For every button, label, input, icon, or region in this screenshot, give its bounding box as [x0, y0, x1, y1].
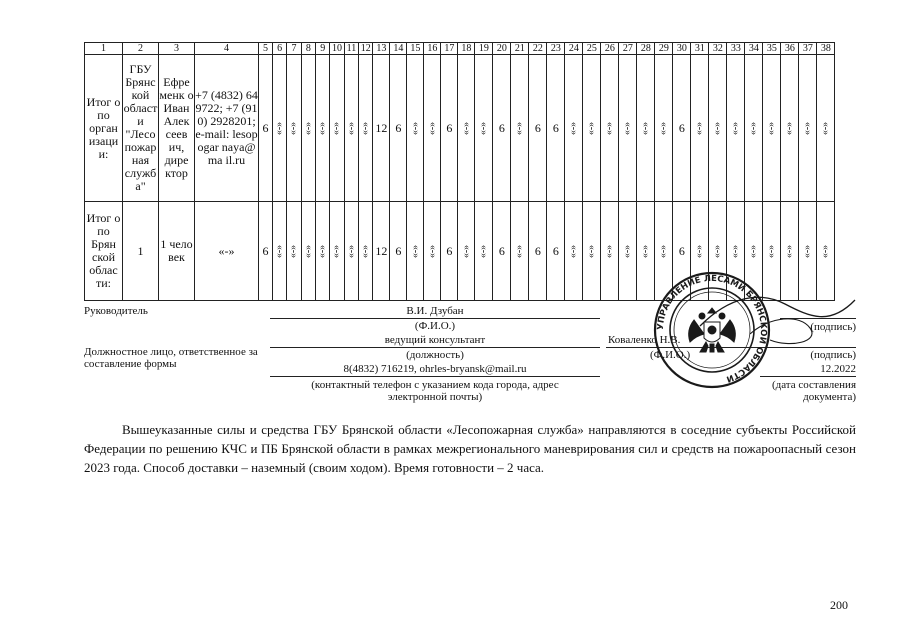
resource-value-cell: [424, 202, 441, 301]
resource-value-cell: [601, 55, 619, 202]
column-number-cell: 25: [583, 43, 601, 55]
column-number-cell: 31: [691, 43, 709, 55]
resource-value: «-»: [622, 121, 634, 136]
signature-caption: (подпись): [810, 321, 856, 333]
resource-value: «-»: [766, 244, 778, 259]
column-number-cell: 22: [529, 43, 547, 55]
resource-value: «-»: [748, 121, 760, 136]
column-number-cell: 36: [781, 43, 799, 55]
column-number-cell: 16: [424, 43, 441, 55]
responsible-label: Должностное лицо, ответственное за составление формы: [84, 346, 258, 370]
column-number-cell: 15: [407, 43, 424, 55]
resource-value-cell: [458, 202, 475, 301]
row-label-cell: Итог о по Брян ской облас ти:: [85, 202, 123, 301]
resource-value-cell: [390, 202, 407, 301]
resource-value: «-»: [784, 244, 796, 259]
resource-value: 6: [395, 243, 402, 258]
column-number-cell: 1: [85, 43, 123, 55]
column-number-cell: 5: [259, 43, 273, 55]
column-number-cell: 10: [330, 43, 344, 55]
resource-value: «-»: [274, 244, 286, 259]
column-number-cell: 24: [565, 43, 583, 55]
resource-value: 6: [446, 120, 453, 135]
resource-value: 6: [498, 243, 505, 258]
column-number-cell: 35: [763, 43, 781, 55]
resource-value: «-»: [694, 121, 706, 136]
note-paragraph: Вышеуказанные силы и средства ГБУ Брянской области «Лесопожарная служба» направляются в соседние субъекты Российской Федерации по решению КЧС и ПБ Брянской области в рамках межрегионального маневрирования сил и средств на пожароопасный сезон 2023 года. Способ доставки – наземный (своим ходом). Время готовности – 2 часа.: [84, 422, 856, 475]
resource-value: «-»: [360, 121, 372, 136]
resource-value-cell: [565, 55, 583, 202]
position-line: [270, 347, 600, 348]
resource-value: «-»: [586, 244, 598, 259]
resource-value-cell: [273, 55, 287, 202]
resource-value-cell: [727, 55, 745, 202]
date-caption: (дата составления документа): [771, 379, 856, 403]
resource-value-cell: [583, 202, 601, 301]
column-number-row: [85, 43, 835, 55]
resource-value: «-»: [317, 244, 329, 259]
resource-value-cell: [547, 55, 565, 202]
resource-value: 12: [375, 243, 388, 258]
resource-value-cell: [493, 202, 511, 301]
organization-total-row: [85, 55, 835, 202]
resource-value: 6: [678, 120, 685, 135]
column-number-cell: 33: [727, 43, 745, 55]
resource-value: «-»: [360, 244, 372, 259]
column-number-cell: 29: [655, 43, 673, 55]
resource-value: «-»: [784, 121, 796, 136]
column-number-cell: 6: [273, 43, 287, 55]
resource-value-cell: [511, 202, 529, 301]
column-number-cell: 13: [373, 43, 390, 55]
resource-value: «-»: [288, 121, 300, 136]
resource-value: «-»: [514, 121, 526, 136]
column-number-cell: 12: [359, 43, 373, 55]
resource-value-cell: [619, 202, 637, 301]
column-number-cell: 34: [745, 43, 763, 55]
resource-value: «-»: [766, 121, 778, 136]
resource-value-cell: [691, 55, 709, 202]
resource-value: «-»: [568, 121, 580, 136]
resource-value-cell: [259, 202, 273, 301]
resource-value: «-»: [331, 121, 343, 136]
resource-value: «-»: [274, 121, 286, 136]
signature-caption-2: (подпись): [810, 349, 856, 361]
resource-value-cell: [763, 55, 781, 202]
resource-value: «-»: [460, 244, 472, 259]
resource-value: 6: [498, 120, 505, 135]
resource-value-cell: [655, 55, 673, 202]
handwritten-signature-icon: [690, 286, 860, 356]
resource-value-cell: [330, 55, 344, 202]
resource-value: «-»: [568, 244, 580, 259]
resource-value: «-»: [748, 244, 760, 259]
resource-value: «-»: [730, 121, 742, 136]
resource-value-cell: [407, 55, 424, 202]
resource-value: «-»: [478, 121, 490, 136]
resource-value: «-»: [802, 121, 814, 136]
head-name-line: [270, 318, 600, 319]
resource-value: «-»: [604, 244, 616, 259]
resource-value: 6: [534, 120, 541, 135]
resource-value: 6: [552, 243, 559, 258]
resource-value-cell: [441, 202, 458, 301]
resource-value: 6: [262, 243, 269, 258]
resource-value: «-»: [302, 244, 314, 259]
resource-value: «-»: [730, 244, 742, 259]
resource-value: «-»: [345, 121, 357, 136]
resource-value-cell: [619, 55, 637, 202]
resource-value-cell: [424, 55, 441, 202]
column-number-cell: 7: [287, 43, 301, 55]
resource-value: «-»: [694, 244, 706, 259]
resource-value-cell: [344, 55, 358, 202]
resource-value-cell: [373, 55, 390, 202]
resource-value-cell: [673, 55, 691, 202]
resource-value: «-»: [345, 244, 357, 259]
resource-value: «-»: [426, 121, 438, 136]
resource-value: «-»: [658, 244, 670, 259]
resource-value-cell: [583, 55, 601, 202]
resource-value-cell: [458, 55, 475, 202]
date-line: [760, 376, 856, 377]
column-number-cell: 27: [619, 43, 637, 55]
resource-value: «-»: [426, 244, 438, 259]
column-number-cell: 3: [159, 43, 195, 55]
contact-line: [270, 376, 600, 377]
responsible-name: Коваленко Н.В.: [608, 334, 681, 346]
resource-value: «-»: [640, 244, 652, 259]
resource-value: «-»: [658, 121, 670, 136]
resource-value: «-»: [460, 121, 472, 136]
resource-value-cell: [373, 202, 390, 301]
resource-value-cell: [709, 55, 727, 202]
resource-value-cell: [637, 55, 655, 202]
resource-value-cell: [359, 55, 373, 202]
resource-value: «-»: [820, 121, 832, 136]
resource-value: 12: [375, 120, 388, 135]
resource-value-cell: [529, 55, 547, 202]
resource-value: 6: [395, 120, 402, 135]
resource-value-cell: [259, 55, 273, 202]
resource-value-cell: [817, 55, 835, 202]
resource-value: «-»: [331, 244, 343, 259]
resource-value-cell: [493, 55, 511, 202]
column-number-cell: 37: [799, 43, 817, 55]
seal-ring-text: УПРАВЛЕНИЕ ЛЕСАМИ БРЯНСКОЙ ОБЛАСТИ: [655, 273, 769, 384]
column-number-cell: 38: [817, 43, 835, 55]
resource-value-cell: [287, 55, 301, 202]
responsible-person-cell: Ефре менк о Иван Алек сеев ич, дире ктор: [159, 55, 195, 202]
resource-value-cell: [330, 202, 344, 301]
column-number-cell: 19: [475, 43, 493, 55]
resource-value-cell: [799, 55, 817, 202]
person-count-cell: 1 чело век: [159, 202, 195, 301]
head-name: В.И. Дзубан: [406, 305, 464, 317]
contact-caption: (контактный телефон с указанием кода города, адрес электронной почты): [311, 379, 559, 403]
position-value: ведущий консультант: [384, 334, 486, 346]
organization-count-cell: 1: [123, 202, 159, 301]
resource-value: «-»: [586, 121, 598, 136]
resource-value-cell: [511, 55, 529, 202]
resource-value-cell: [475, 55, 493, 202]
fio-caption: (Ф.И.О.): [414, 320, 456, 332]
resource-value-cell: [565, 202, 583, 301]
resource-value: «-»: [409, 121, 421, 136]
resource-value: «-»: [288, 244, 300, 259]
column-number-cell: 28: [637, 43, 655, 55]
resource-value: «-»: [802, 244, 814, 259]
resource-value-cell: [441, 55, 458, 202]
resource-value: «-»: [640, 121, 652, 136]
resource-value: 6: [446, 243, 453, 258]
position-caption: (должность): [406, 349, 464, 361]
contacts-cell: +7 (4832) 649722; +7 (910) 2928201; e-mail: lesopogar naya@ma il.ru: [195, 55, 259, 202]
contact-value: 8(4832) 716219, ohrles-bryansk@mail.ru: [343, 363, 527, 375]
resource-value: 6: [678, 243, 685, 258]
organization-cell: ГБУ Брянс кой област и "Лесо пожар ная служб а": [123, 55, 159, 202]
resource-value: «-»: [478, 244, 490, 259]
resource-value-cell: [287, 202, 301, 301]
column-number-cell: 21: [511, 43, 529, 55]
resource-value-cell: [273, 202, 287, 301]
resource-value: «-»: [622, 244, 634, 259]
column-number-cell: 20: [493, 43, 511, 55]
resource-value-cell: [316, 55, 330, 202]
row-label-cell: Итог о по орган изаци и:: [85, 55, 123, 202]
resource-value: «-»: [712, 244, 724, 259]
column-number-cell: 26: [601, 43, 619, 55]
resource-value: 6: [262, 120, 269, 135]
resource-value-cell: [781, 55, 799, 202]
resource-value: «-»: [604, 121, 616, 136]
column-number-cell: 23: [547, 43, 565, 55]
resource-value-cell: [601, 202, 619, 301]
resource-value-cell: [316, 202, 330, 301]
resource-value-cell: [407, 202, 424, 301]
resource-value: 6: [534, 243, 541, 258]
resource-value-cell: [547, 202, 565, 301]
resource-value-cell: [301, 55, 315, 202]
resource-value-cell: [359, 202, 373, 301]
column-number-cell: 17: [441, 43, 458, 55]
resource-value-cell: [390, 55, 407, 202]
column-number-cell: 30: [673, 43, 691, 55]
column-number-cell: 2: [123, 43, 159, 55]
column-number-cell: 32: [709, 43, 727, 55]
resource-value: «-»: [712, 121, 724, 136]
resource-value-cell: [529, 202, 547, 301]
column-number-cell: 8: [301, 43, 315, 55]
resources-table: [84, 42, 835, 301]
date-value: 12.2022: [820, 363, 856, 375]
column-number-cell: 14: [390, 43, 407, 55]
resource-value-cell: [344, 202, 358, 301]
resource-value-cell: [301, 202, 315, 301]
resource-value: 6: [552, 120, 559, 135]
head-label: Руководитель: [84, 305, 148, 317]
resource-value: «-»: [409, 244, 421, 259]
resource-value: «-»: [317, 121, 329, 136]
resource-value: «-»: [820, 244, 832, 259]
column-number-cell: 4: [195, 43, 259, 55]
page-number: 200: [830, 598, 848, 612]
fio-caption-2: (Ф.И.О.): [650, 349, 691, 361]
column-number-cell: 18: [458, 43, 475, 55]
column-number-cell: 11: [344, 43, 358, 55]
column-number-cell: 9: [316, 43, 330, 55]
contacts-cell: «-»: [195, 202, 259, 301]
resource-value: «-»: [514, 244, 526, 259]
resource-value-cell: [745, 55, 763, 202]
resource-value: «-»: [302, 121, 314, 136]
resource-value-cell: [475, 202, 493, 301]
